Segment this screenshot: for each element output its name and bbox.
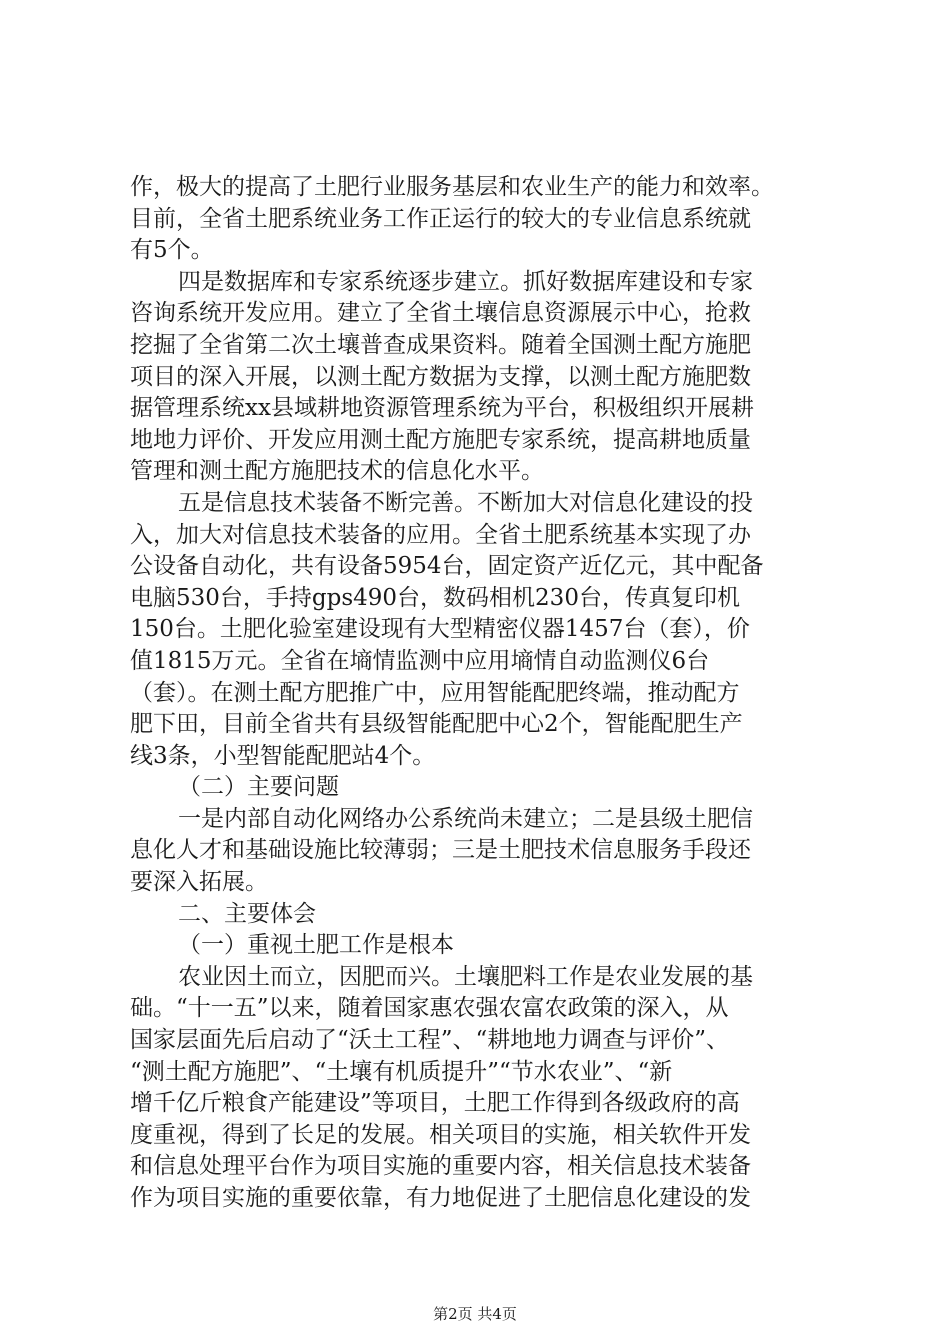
text-line: 要深入拓展。 — [130, 869, 268, 896]
text-line: 值1815万元。全省在墒情监测中应用墒情自动监测仪6台 — [130, 647, 710, 674]
document-body — [130, 172, 830, 1215]
paragraph-start-line: 四是数据库和专家系统逐步建立。抓好数据库建设和专家 — [178, 268, 753, 295]
section-heading: 二、主要体会 — [178, 900, 316, 927]
text-line: 有5个。 — [130, 237, 214, 264]
text-line: 和信息处理平台作为项目实施的重要内容，相关信息技术装备 — [130, 1153, 751, 1180]
text-line: （套）。在测土配方肥推广中，应用智能配肥终端，推动配方 — [130, 679, 740, 706]
page-number-footer: 第2页 共4页 — [433, 1305, 517, 1323]
text-line: 作，极大的提高了土肥行业服务基层和农业生产的能力和效率。 — [130, 174, 774, 200]
text-line: 息化人才和基础设施比较薄弱；三是土肥技术信息服务手段还 — [130, 837, 751, 864]
text-line: 公设备自动化，共有设备5954台，固定资产近亿元，其中配备 — [130, 553, 764, 580]
text-line: 电脑530台，手持gps490台，数码相机230台，传真复印机 — [130, 584, 740, 611]
paragraph-start-line: 一是内部自动化网络办公系统尚未建立；二是县级土肥信 — [178, 805, 753, 832]
text-line: 入，加大对信息技术装备的应用。全省土肥系统基本实现了办 — [130, 521, 751, 548]
text-line: 管理和测土配方施肥技术的信息化水平。 — [130, 458, 544, 485]
text-line: 国家层面先后启动了“沃土工程”、“耕地地力调查与评价”、 — [130, 1027, 730, 1054]
section-heading: （一）重视土肥工作是根本 — [178, 932, 454, 959]
text-line: 150台。土肥化验室建设现有大型精密仪器1457台（套），价 — [130, 616, 750, 643]
text-line: 础。“十一五”以来，随着国家惠农强农富农政策的深入，从 — [130, 995, 729, 1022]
text-line: 挖掘了全省第二次土壤普查成果资料。随着全国测土配方施肥 — [130, 331, 751, 358]
text-line: 目前，全省土肥系统业务工作正运行的较大的专业信息系统就 — [130, 205, 751, 232]
text-line: 据管理系统xx县域耕地资源管理系统为平台，积极组织开展耕 — [130, 395, 754, 422]
paragraph-start-line: 农业因土而立，因肥而兴。土壤肥料工作是农业发展的基 — [178, 963, 753, 990]
text-line: 项目的深入开展，以测土配方数据为支撑，以测土配方施肥数 — [130, 363, 751, 390]
text-line: 咨询系统开发应用。建立了全省土壤信息资源展示中心，抢救 — [130, 300, 751, 327]
text-line: “测土配方施肥”、“土壤有机质提升”“节水农业”、“新 — [130, 1058, 673, 1085]
text-line: 度重视，得到了长足的发展。相关项目的实施，相关软件开发 — [130, 1121, 751, 1148]
text-line: 增千亿斤粮食产能建设”等项目，土肥工作得到各级政府的高 — [130, 1090, 740, 1117]
text-line: 线3条，小型智能配肥站4个。 — [130, 742, 436, 769]
section-heading: （二）主要问题 — [178, 774, 339, 801]
paragraph-start-line: 五是信息技术装备不断完善。不断加大对信息化建设的投 — [178, 489, 753, 516]
text-line: 肥下田，目前全省共有县级智能配肥中心2个，智能配肥生产 — [130, 711, 743, 738]
text-line: 地地力评价、开发应用测土配方施肥专家系统，提高耕地质量 — [130, 426, 751, 453]
text-line: 作为项目实施的重要依靠，有力地促进了土肥信息化建设的发 — [130, 1185, 751, 1211]
